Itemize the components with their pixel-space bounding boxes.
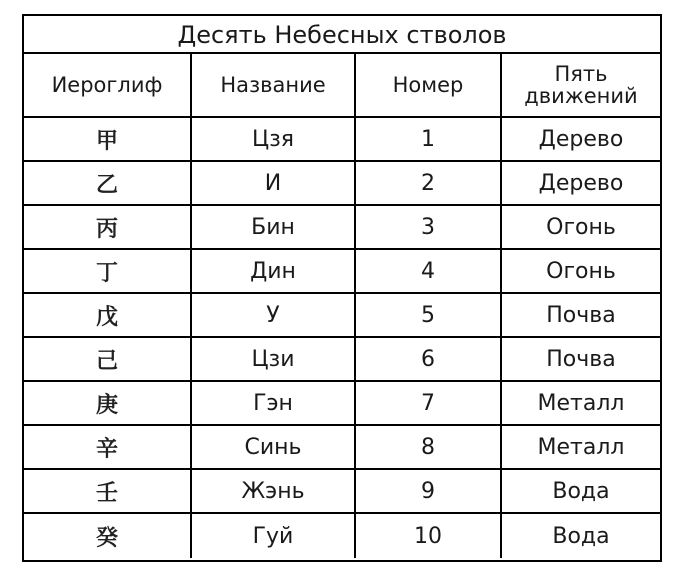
- number-cell: 9: [356, 470, 502, 512]
- glyph-cell: 壬: [24, 470, 192, 512]
- name-cell: Цзя: [192, 118, 356, 160]
- glyph-cell: 庚: [24, 382, 192, 424]
- name-cell: Гэн: [192, 382, 356, 424]
- table-row: [24, 426, 660, 470]
- name-cell: Синь: [192, 426, 356, 468]
- table-row: [24, 514, 660, 558]
- element-cell: Вода: [552, 478, 610, 504]
- header-glyph: Иероглиф: [24, 54, 192, 116]
- table-header-row: [24, 54, 660, 118]
- name-cell: И: [192, 162, 356, 204]
- table-row: [24, 162, 660, 206]
- header-element: [502, 54, 660, 116]
- number-cell: 5: [356, 294, 502, 336]
- name-cell: У: [192, 294, 356, 336]
- table-row: [24, 294, 660, 338]
- element-cell: Металл: [537, 434, 625, 460]
- number-cell: 3: [356, 206, 502, 248]
- header-number: Номер: [356, 54, 502, 116]
- table-row: [24, 206, 660, 250]
- number-cell: 10: [356, 514, 502, 558]
- glyph-cell: 丁: [24, 250, 192, 292]
- header-name: Название: [192, 54, 356, 116]
- header-element-line2: движений: [524, 84, 638, 108]
- element-cell: Дерево: [538, 170, 624, 196]
- element-cell: Огонь: [546, 214, 616, 240]
- table-row: [24, 382, 660, 426]
- element-cell: Огонь: [546, 258, 616, 284]
- glyph-cell: 甲: [24, 118, 192, 160]
- header-element-line1: Пять: [554, 62, 608, 86]
- element-cell: Почва: [546, 346, 616, 372]
- table-row: [24, 250, 660, 294]
- number-cell: 4: [356, 250, 502, 292]
- table-row: [24, 470, 660, 514]
- glyph-cell: 戊: [24, 294, 192, 336]
- name-cell: Бин: [192, 206, 356, 248]
- glyph-cell: 乙: [24, 162, 192, 204]
- glyph-cell: 己: [24, 338, 192, 380]
- number-cell: 7: [356, 382, 502, 424]
- number-cell: 2: [356, 162, 502, 204]
- heavenly-stems-table: [22, 14, 662, 562]
- element-cell: Вода: [552, 523, 610, 549]
- element-cell: Почва: [546, 302, 616, 328]
- table-title: Десять Небесных стволов: [24, 16, 660, 54]
- name-cell: Гуй: [192, 514, 356, 558]
- number-cell: 8: [356, 426, 502, 468]
- glyph-cell: 癸: [24, 514, 192, 558]
- table-row: [24, 338, 660, 382]
- number-cell: 6: [356, 338, 502, 380]
- glyph-cell: 丙: [24, 206, 192, 248]
- name-cell: Жэнь: [192, 470, 356, 512]
- name-cell: Дин: [192, 250, 356, 292]
- name-cell: Цзи: [192, 338, 356, 380]
- element-cell: Металл: [537, 390, 625, 416]
- element-cell: Дерево: [538, 126, 624, 152]
- table-row: [24, 118, 660, 162]
- number-cell: 1: [356, 118, 502, 160]
- glyph-cell: 辛: [24, 426, 192, 468]
